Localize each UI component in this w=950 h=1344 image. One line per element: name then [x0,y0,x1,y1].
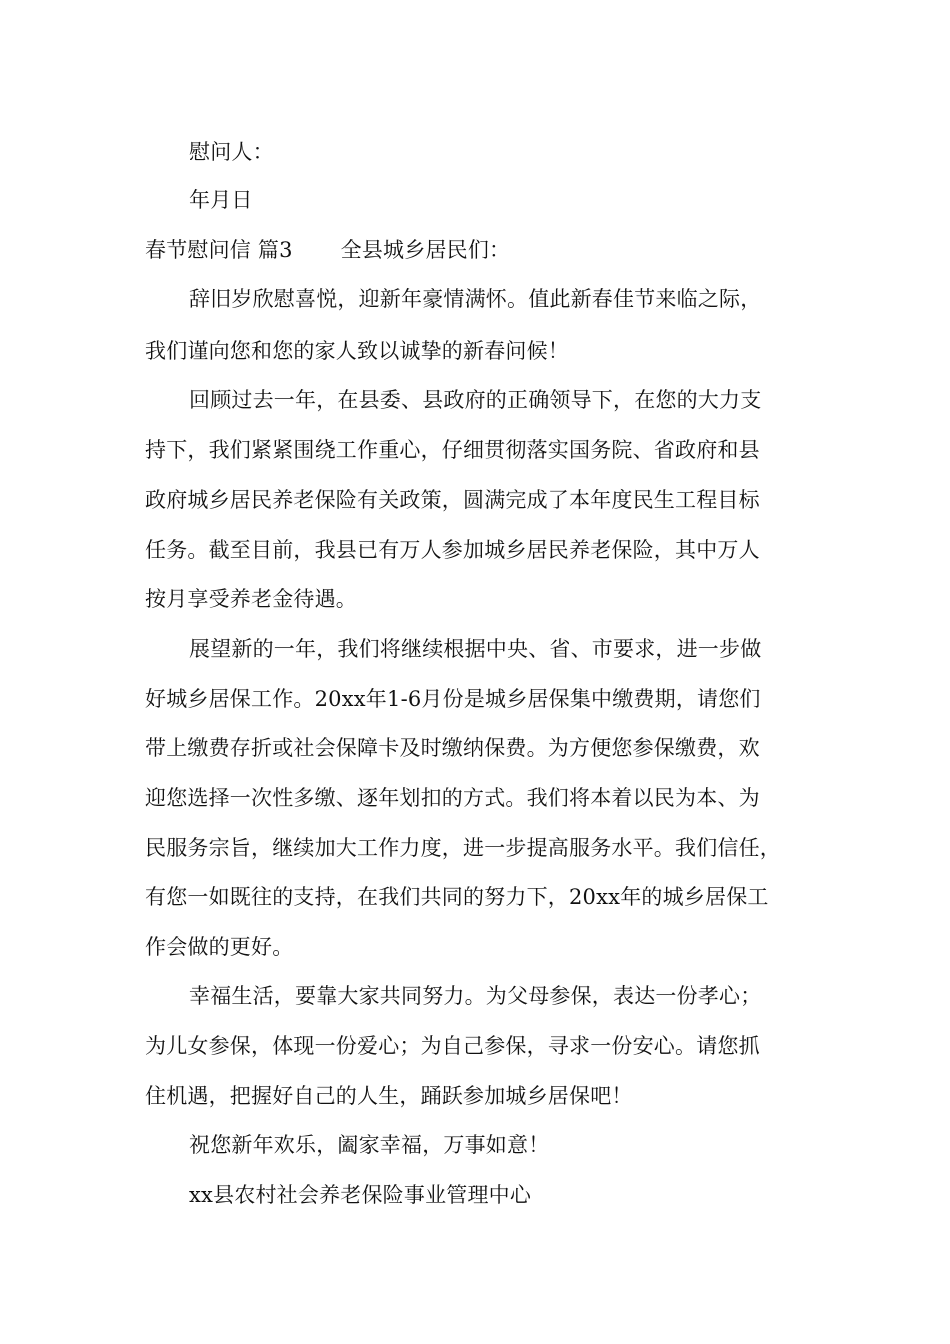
letter-title: 春节慰问信 [145,238,251,262]
paragraph-line: 民服务宗旨，继续加大工作力度，进一步提高服务水平。我们信任， [145,836,781,860]
closing-line: 祝您新年欢乐，阖家幸福，万事如意！ [189,1133,550,1157]
date-line: 年月日 [189,188,253,212]
paragraph-line: 按月享受养老金待遇。 [145,587,357,611]
consoler-line: 慰问人： [189,140,274,164]
paragraph-line: 政府城乡居民养老保险有关政策，圆满完成了本年度民生工程目标 [145,488,760,512]
paragraph-line: 有您一如既往的支持，在我们共同的努力下，20xx年的城乡居保工 [145,885,769,909]
paragraph-line: 带上缴费存折或社会保障卡及时缴纳保费。为方便您参保缴费，欢 [145,736,760,760]
paragraph-line: 为儿女参保，体现一份爱心；为自己参保，寻求一份安心。请您抓 [145,1034,760,1058]
paragraph-line: 迎您选择一次性多缴、逐年划扣的方式。我们将本着以民为本、为 [145,786,760,810]
paragraph-line: 好城乡居保工作。20xx年1-6月份是城乡居保集中缴费期，请您们 [145,687,761,711]
paragraph-line: 我们谨向您和您的家人致以诚挚的新春问候！ [145,339,569,363]
paragraph-line: 辞旧岁欣慰喜悦，迎新年豪情满怀。值此新春佳节来临之际， [189,287,762,311]
letter-part: 篇3 [257,238,293,262]
paragraph-line: 任务。截至目前，我县已有万人参加城乡居民养老保险，其中万人 [145,538,760,562]
salutation: 全县城乡居民们： [340,238,511,262]
signature-line: xx县农村社会养老保险事业管理中心 [189,1183,532,1207]
paragraph-line: 展望新的一年，我们将继续根据中央、省、市要求，进一步做 [189,637,762,661]
heading-row [145,240,510,261]
paragraph-line: 幸福生活，要靠大家共同努力。为父母参保，表达一份孝心； [189,984,762,1008]
paragraph-line: 持下，我们紧紧围绕工作重心，仔细贯彻落实国务院、省政府和县 [145,438,760,462]
paragraph-line: 作会做的更好。 [145,935,294,959]
paragraph-line: 住机遇，把握好自己的人生，踊跃参加城乡居保吧！ [145,1084,633,1108]
paragraph-line: 回顾过去一年，在县委、县政府的正确领导下，在您的大力支 [189,388,762,412]
